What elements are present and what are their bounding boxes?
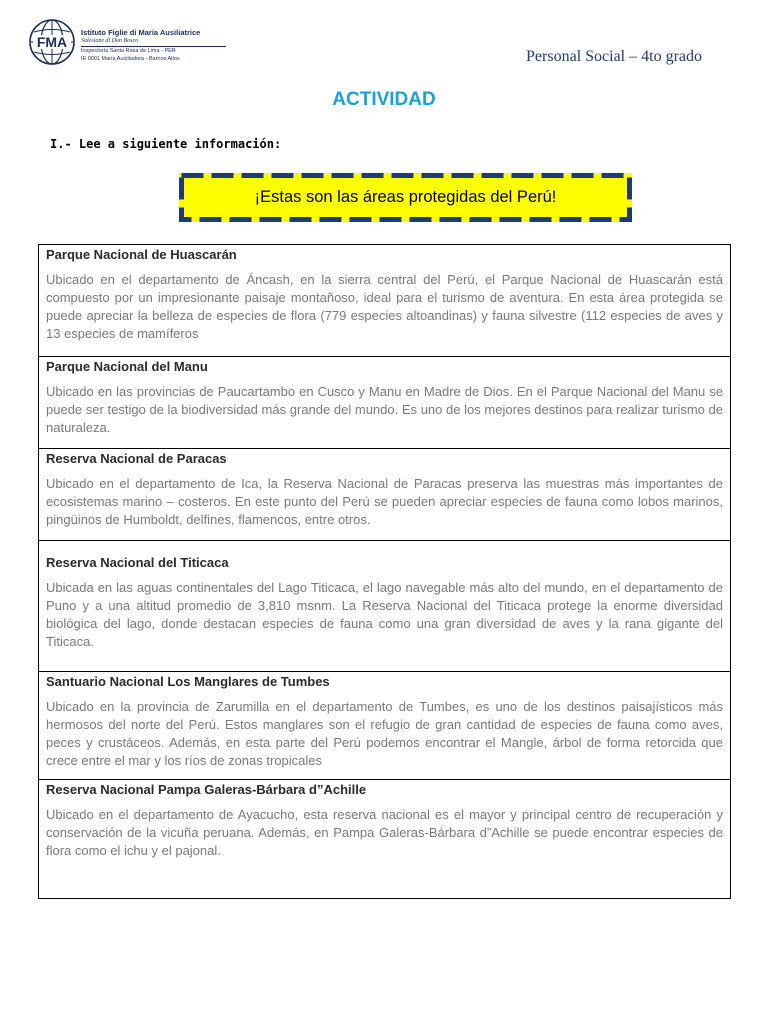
area-name: Santuario Nacional Los Manglares de Tumbes [46,674,330,689]
area-description: Ubicado en la provincia de Zarumilla en el departamento de Tumbes, es uno de los destinos paisajísticos más hermosos del norte del Perú. Estos manglares son el refugio de gran cantidad de especies de fauna como aves, peces y crustáceos. Además, en esta parte del Perú podemos encontrar el Mangle, árbol de forma retorcida que crece entre el mar y los ríos de zonas tropicales [46,699,723,768]
logo-institute-name: Istituto Figlie di Maria Ausiliatrice [81,28,201,37]
area-row-manu [39,356,730,448]
area-name: Parque Nacional de Huascarán [46,247,237,262]
area-name: Reserva Nacional de Paracas [46,451,227,466]
logo-congregation: Salesiane di Don Bosco [81,38,139,44]
area-name: Reserva Nacional Pampa Galeras-Bárbara d”Achille [46,782,367,797]
area-name: Parque Nacional del Manu [46,359,208,374]
page-title: ACTIVIDAD [332,89,436,110]
area-description: Ubicado en el departamento de Áncash, en la sierra central del Perú, el Parque Nacional de Huascarán está compuesto por un impresionante paisaje montañoso, ideal para el turismo de aventura. En esta área protegida se puede apreciar la belleza de especies de flora (779 especies altoandinas) y fauna silvestre (112 especies de aves y 13 especies de mamíferos [46,272,723,341]
logo-divider [81,46,226,47]
logo-school: IE 0001 María Auxiliadora - Barrios Altos [81,55,180,62]
area-row-pampa-galeras [39,779,730,898]
school-logo [28,14,228,72]
area-row-titicaca [39,540,730,671]
area-row-manglares-tumbes [39,671,730,779]
logo-inspectoria: Inspectoría Santa Rosa de Lima - PER [81,48,176,54]
area-row-paracas [39,448,730,540]
area-description: Ubicado en las provincias de Paucartambo en Cusco y Manu en Madre de Dios. En el Parque Nacional del Manu se puede ser testigo de la biodiversidad más grande del mundo. Es uno de los mejores destinos para realizar turismo de naturaleza. [46,384,723,435]
protected-areas-banner [179,173,632,222]
banner-text: ¡Estas son las áreas protegidas del Perú! [254,188,557,206]
area-description: Ubicado en el departamento de Ayacucho, esta reserva nacional es el mayor y principal centro de recuperación y conservación de la vicuña peruana. Además, en Pampa Galeras-Bárbara d”Achille se puede encontrar especies de flora como el ichu y el pajonal. [46,807,723,858]
area-name: Reserva Nacional del Titicaca [46,555,229,570]
instruction-heading: I.- Lee a siguiente información: [50,137,282,151]
area-description: Ubicada en las aguas continentales del Lago Titicaca, el lago navegable más alto del mundo, en el departamento de Puno y a una altitud promedio de 3,810 msnm. La Reserva Nacional del Titicaca protege la enorme diversidad biológica del lago, donde destacan especies de fauna como una gran diversidad de aves y la rana gigante del Titicaca. [46,580,723,649]
area-row-huascaran [39,245,730,356]
logo-initials: FMA [36,34,68,50]
subject-grade-label: Personal Social – 4to grado [526,48,702,65]
protected-areas-table [38,244,731,899]
fma-globe-logo-icon [28,14,76,70]
area-description: Ubicado en el departamento de Ica, la Reserva Nacional de Paracas preserva las muestras más importantes de ecosistemas marino – costeros. En este punto del Perú se pueden apreciar especies de fauna como lobos marinos, pingüinos de Humboldt, delfines, flamencos, entre otros. [46,476,723,527]
logo-text [81,28,231,63]
